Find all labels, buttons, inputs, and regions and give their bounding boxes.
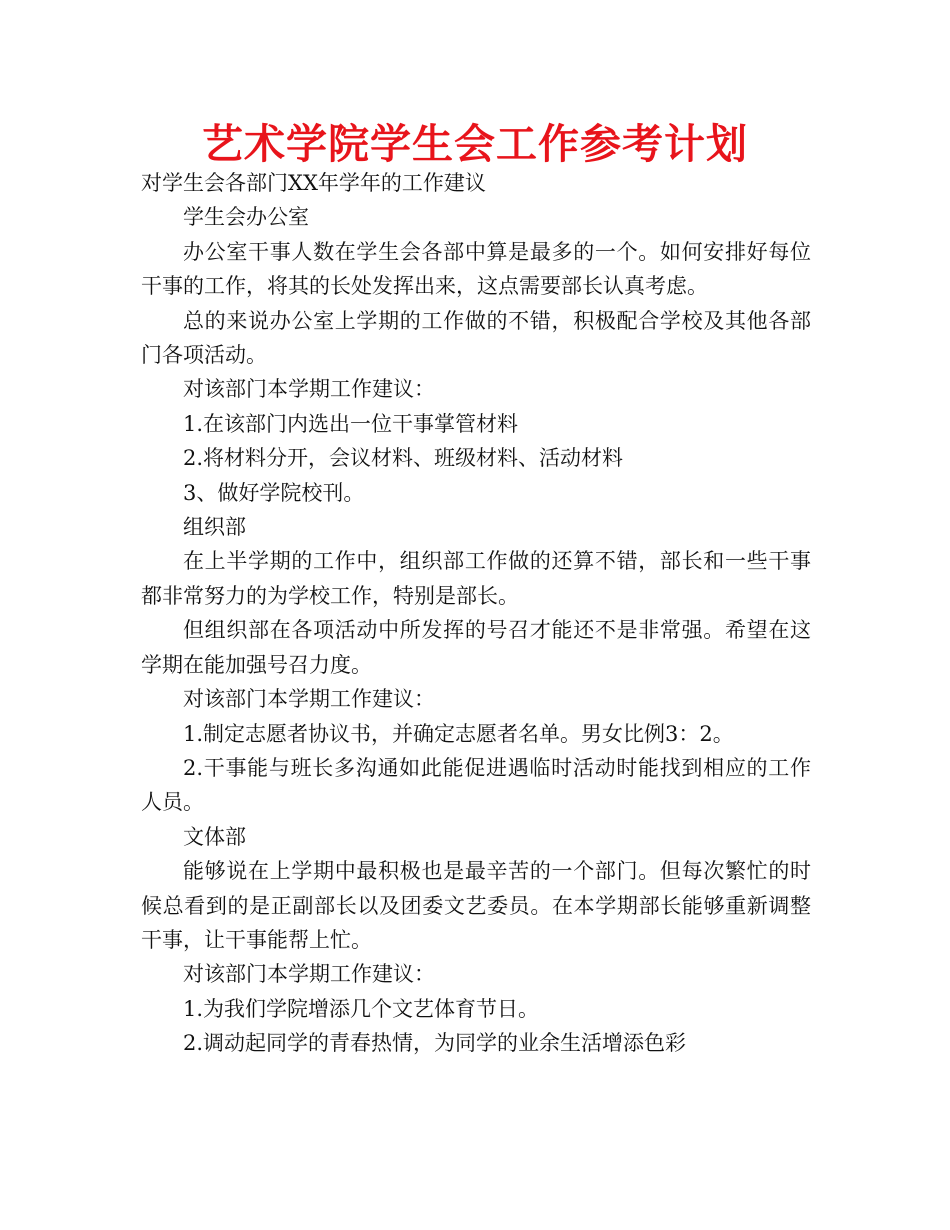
suggestion-heading: 对该部门本学期工作建议： <box>183 687 435 712</box>
paragraph: 办公室干事人数在学生会各部中算是最多的一个。如何安排好每位干事的工作，将其的长处发挥出来，这点需要部长认真考虑。 <box>141 239 811 299</box>
section-heading-arts-sports: 文体部 <box>183 824 246 849</box>
list-item: 3、做好学院校刊。 <box>183 480 365 505</box>
list-item: 2.干事能与班长多沟通如此能促进遇临时活动时能找到相应的工作人员。 <box>141 755 811 815</box>
paragraph: 但组织部在各项活动中所发挥的号召才能还不是非常强。希望在这学期在能加强号召力度。 <box>141 618 811 677</box>
paragraph: 在上半学期的工作中，组织部工作做的还算不错，部长和一些干事都非常努力的为学校工作，特别是部长。 <box>141 549 811 608</box>
paragraph: 能够说在上学期中最积极也是最辛苦的一个部门。但每次繁忙的时候总看到的是正副部长以及团委文艺委员。在本学期部长能够重新调整干事，让干事能帮上忙。 <box>141 859 811 952</box>
section-heading-office: 学生会办公室 <box>183 205 309 230</box>
list-item: 1.制定志愿者协议书，并确定志愿者名单。男女比例3：2。 <box>183 721 734 746</box>
list-item: 1.为我们学院增添几个文艺体育节日。 <box>183 996 540 1021</box>
section-heading-organization: 组织部 <box>183 515 246 540</box>
list-item: 2.将材料分开，会议材料、班级材料、活动材料 <box>183 446 624 471</box>
intro-line: 对学生会各部门XX年学年的工作建议 <box>141 171 486 195</box>
document-body <box>141 166 811 1061</box>
list-item: 2.调动起同学的青春热情，为同学的业余生活增添色彩 <box>183 1031 687 1056</box>
document-title: 艺术学院学生会工作参考计划 <box>202 120 748 168</box>
suggestion-heading: 对该部门本学期工作建议： <box>183 377 435 402</box>
paragraph: 总的来说办公室上学期的工作做的不错，积极配合学校及其他各部门各项活动。 <box>141 308 811 368</box>
list-item: 1.在该部门内选出一位干事掌管材料 <box>183 411 519 436</box>
suggestion-heading: 对该部门本学期工作建议： <box>183 962 435 987</box>
